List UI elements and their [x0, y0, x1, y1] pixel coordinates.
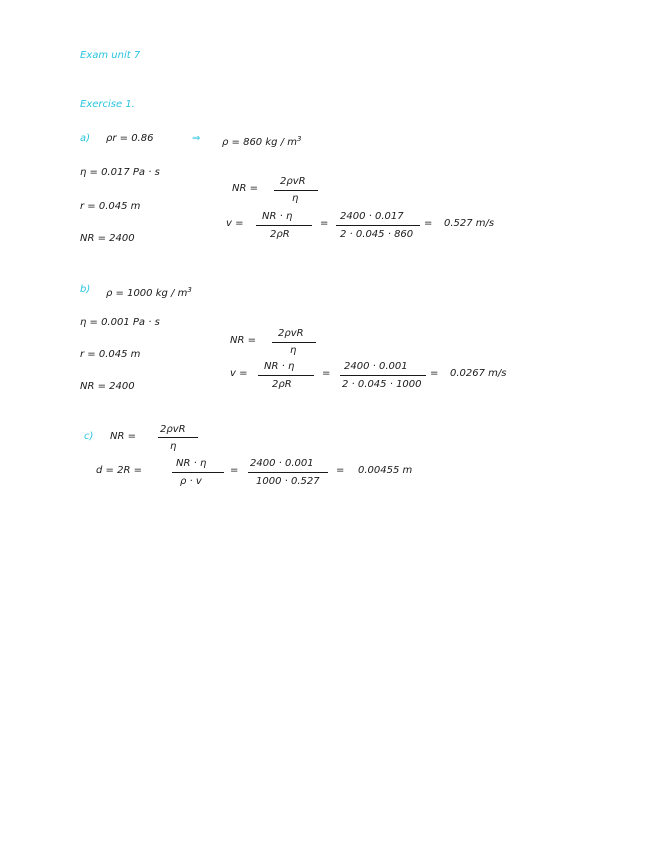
part-a-v-denominator-values: 2 · 0.045 · 860: [340, 229, 414, 240]
exercise-heading: Exercise 1.: [80, 99, 135, 110]
part-c-diameter-lhs: d = 2R =: [96, 465, 142, 476]
part-c-nr-lhs: NR =: [110, 431, 136, 442]
part-a-nr-formula-lhs: NR =: [232, 183, 258, 194]
fraction-bar: [336, 225, 420, 226]
part-b-nr-formula-numerator: 2ρvR: [278, 328, 304, 339]
fraction-bar: [258, 375, 314, 376]
fraction-bar: [340, 375, 426, 376]
part-b-reynolds: NR = 2400: [80, 381, 135, 392]
fraction-bar: [172, 472, 224, 473]
part-c-d-denominator-values: 1000 · 0.527: [256, 476, 320, 487]
part-a-viscosity: η = 0.017 Pa · s: [80, 167, 160, 178]
part-c-result: 0.00455 m: [358, 465, 413, 476]
part-b-v-denominator: 2ρR: [272, 379, 292, 390]
part-c-nr-denominator: η: [170, 441, 177, 452]
equals-sign: =: [230, 465, 239, 476]
part-a-v-numerator-values: 2400 · 0.017: [340, 211, 404, 222]
fraction-bar: [274, 190, 318, 191]
part-b-v-denominator-values: 2 · 0.045 · 1000: [342, 379, 422, 390]
part-c-d-denominator: ρ · v: [180, 476, 202, 487]
part-a-density: ρ = 860 kg / $m^3$: [222, 135, 302, 148]
part-b-nr-formula-lhs: NR =: [230, 335, 256, 346]
part-a-label: a): [80, 133, 91, 144]
part-c-label: c): [84, 431, 94, 442]
part-b-density: ρ = 1000 kg / $m^3$: [106, 286, 192, 299]
equals-sign: =: [322, 368, 331, 379]
part-b-nr-formula-denominator: η: [290, 345, 297, 356]
fraction-bar: [248, 472, 328, 473]
part-b-viscosity: η = 0.001 Pa · s: [80, 317, 160, 328]
part-a-radius: r = 0.045 m: [80, 201, 141, 212]
part-c-d-numerator: NR · η: [176, 458, 207, 469]
part-a-nr-formula-denominator: η: [292, 193, 299, 204]
part-a-v-denominator: 2ρR: [270, 229, 290, 240]
part-b-label: b): [80, 284, 91, 295]
page-title: Exam unit 7: [80, 50, 141, 61]
part-a-reynolds: NR = 2400: [80, 233, 135, 244]
part-a-result: 0.527 m/s: [444, 218, 495, 229]
part-b-v-numerator: NR · η: [264, 361, 295, 372]
equals-sign: =: [336, 465, 345, 476]
part-b-result: 0.0267 m/s: [450, 368, 507, 379]
part-a-relative-density: ρr = 0.86: [106, 133, 154, 144]
part-b-v-numerator-values: 2400 · 0.001: [344, 361, 408, 372]
fraction-bar: [158, 437, 198, 438]
fraction-bar: [256, 225, 312, 226]
part-b-radius: r = 0.045 m: [80, 349, 141, 360]
part-b-v-lhs: v =: [230, 368, 248, 379]
implies-arrow: ⇒: [192, 133, 201, 144]
part-c-nr-numerator: 2ρvR: [160, 424, 186, 435]
equals-sign: =: [424, 218, 433, 229]
equals-sign: =: [430, 368, 439, 379]
part-a-v-lhs: v =: [226, 218, 244, 229]
part-a-v-numerator: NR · η: [262, 211, 293, 222]
part-a-nr-formula-numerator: 2ρvR: [280, 176, 306, 187]
fraction-bar: [272, 342, 316, 343]
equals-sign: =: [320, 218, 329, 229]
part-c-d-numerator-values: 2400 · 0.001: [250, 458, 314, 469]
